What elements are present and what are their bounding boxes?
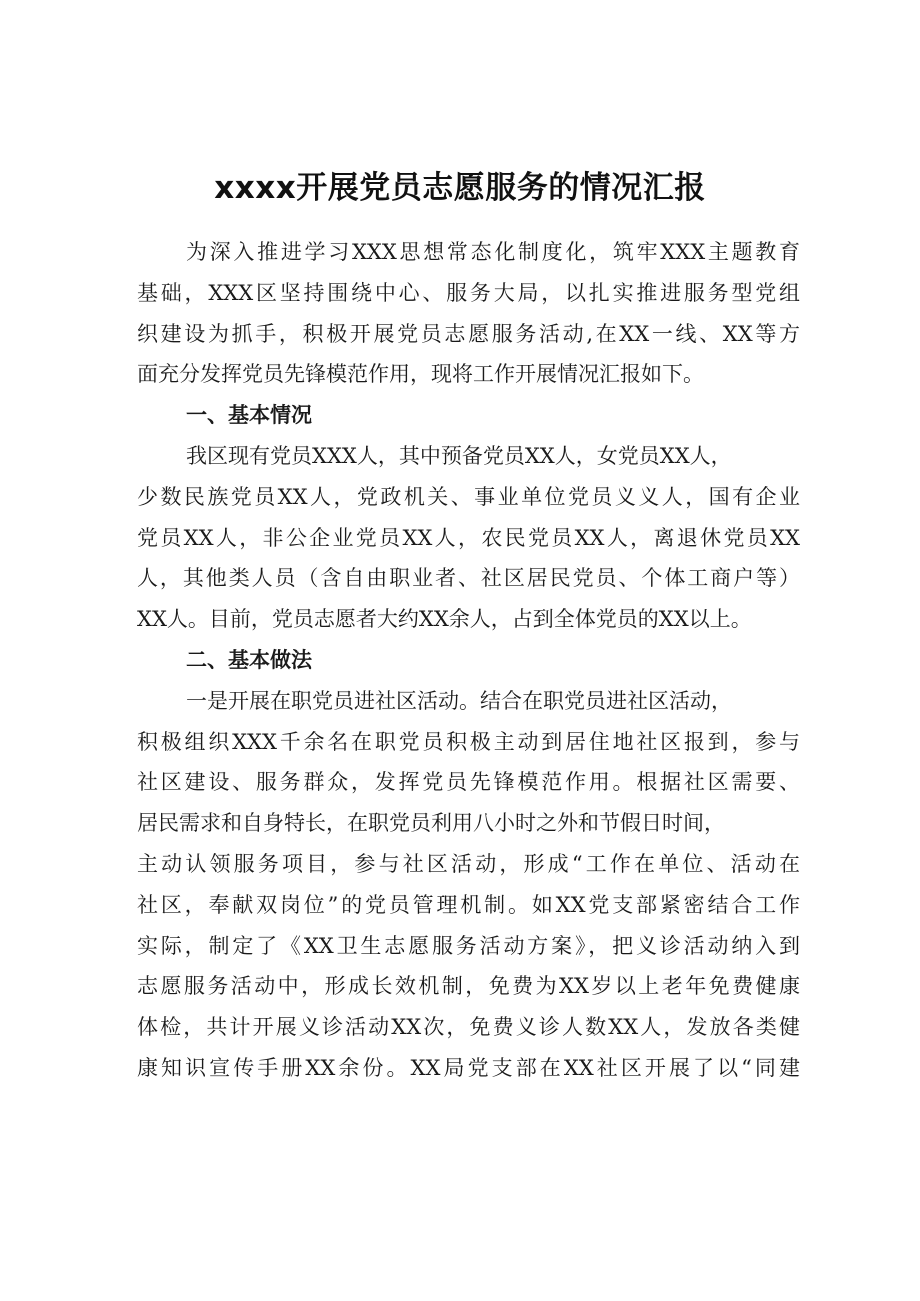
document-title: xxxx开展党员志愿服务的情况汇报 (214, 170, 706, 206)
text-line: 志愿服务活动中，形成长效机制，免费为XX岁以上老年免费健康 (137, 974, 800, 999)
intro-paragraph (137, 232, 800, 395)
section-heading-basic-practices: 二、基本做法 (186, 647, 312, 672)
text-line: 为深入推进学习XXX思想常态化制度化，筑牢XXX主题教育 (186, 240, 800, 264)
text-line: 党员XX人，非公企业党员XX人，农民党员XX人，离退休党员XX (137, 525, 800, 550)
text-line: 康知识宣传手册XX余份。XX局党支部在XX社区开展了以“同建 (137, 1055, 800, 1080)
text-line: 织建设为抓手，积极开展党员志愿服务活动,在XX一线、XX等方 (137, 321, 800, 346)
text-line: 居民需求和自身特长，在职党员利用八小时之外和节假日时间， (137, 811, 725, 836)
document-body (137, 232, 800, 1089)
basic-practices-paragraph (137, 681, 800, 1089)
text-line: 积极组织XXX千余名在职党员积极主动到居住地社区报到，参与 (137, 729, 800, 754)
text-line: 人，其他类人员（含自由职业者、社区居民党员、个体工商户等） (137, 566, 800, 591)
text-line: XX人。目前，党员志愿者大约XX余人，占到全体党员的XX以上。 (137, 607, 752, 632)
text-line: 我区现有党员XXX人，其中预备党员XX人，女党员XX人， (186, 443, 732, 468)
text-line: 一是开展在职党员进社区活动。结合在职党员进社区活动， (186, 688, 732, 713)
section-heading-basic-situation: 一、基本情况 (186, 403, 312, 428)
text-line: 社区，奉献双岗位”的党员管理机制。如XX党支部紧密结合工作 (137, 892, 800, 917)
basic-situation-paragraph (137, 436, 800, 640)
text-line: 主动认领服务项目，参与社区活动，形成“工作在单位、活动在 (137, 851, 800, 876)
text-line: 面充分发挥党员先锋模范作用，现将工作开展情况汇报如下。 (137, 362, 704, 387)
text-line: 基础，XXX区坚持围绕中心、服务大局，以扎实推进服务型党组 (137, 280, 800, 305)
text-line: 社区建设、服务群众，发挥党员先锋模范作用。根据社区需要、 (137, 770, 800, 795)
text-line: 少数民族党员XX人，党政机关、事业单位党员义义人，国有企业 (137, 484, 800, 509)
text-line: 体检，共计开展义诊活动XX次，免费义诊人数XX人，发放各类健 (137, 1015, 800, 1040)
text-line: 实际，制定了《XX卫生志愿服务活动方案》，把义诊活动纳入到 (137, 933, 800, 958)
